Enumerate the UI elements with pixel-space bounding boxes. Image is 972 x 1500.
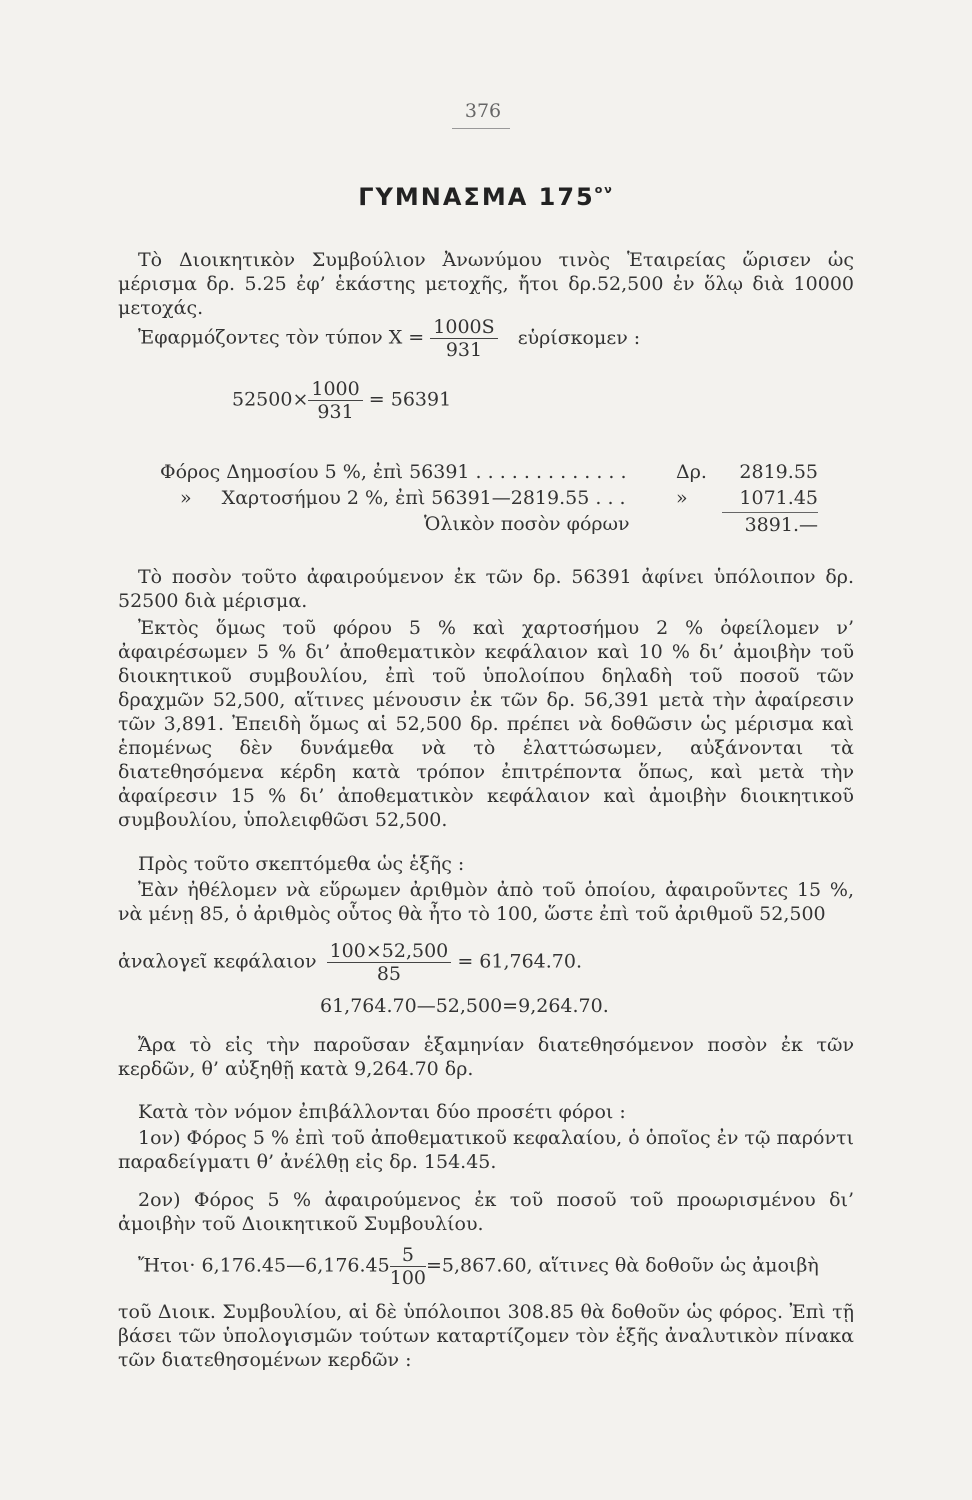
exercise-title — [0, 183, 972, 211]
formula-gross-fraction — [308, 378, 362, 423]
tax-row-amount: 1071.45 — [739, 487, 818, 509]
formula-gross-denominator: 931 — [317, 401, 354, 423]
page-number: 376 — [464, 100, 502, 122]
paragraph-tax-one: 1ον) Φόρος 5 % ἐπὶ τοῦ ἀποθεματικοῦ κεφαλαίου, ὁ ὁποῖος ἐν τῷ παρόντι παραδείγματι θ’ ἀνέλθῃ εἰς δρ. 154.45. — [118, 1127, 854, 1173]
tax-row — [160, 460, 840, 484]
formula-gross-numerator: 1000 — [308, 378, 362, 401]
tax-total-amount: 3891.— — [722, 512, 818, 537]
tax-row-unit: » — [676, 487, 688, 509]
tax-row-amount: 2819.55 — [739, 461, 818, 483]
tax-row-mark: » — [180, 487, 192, 509]
paragraph-dividend: Τὸ Διοικητικὸν Συμβούλιον Ἀνωνύμου τινὸς Ἑταιρείας ὥρισεν ὡς μέρισμα δρ. 5.25 ἐφ’ ἑκάστης μετοχῆς, ἤτοι δρ.52,500 ἐν ὅλῳ διὰ 10000 μετοχάς. — [118, 249, 854, 319]
formula-fee-prefix: Ἤτοι· 6,176.45—6,176.45 — [138, 1254, 390, 1277]
formula-capital-prefix: ἀναλογεῖ κεφάλαιον — [118, 950, 317, 973]
paragraph-final: τοῦ Διοικ. Συμβουλίου, αἱ δὲ ὑπόλοιποι 308.85 θὰ δοθοῦν ὡς φόρος. Ἐπὶ τῇ βάσει τῶν ὑπολογισμῶν τούτων καταρτίζομεν τὸν ἑξῆς ἀναλυτικὸν πίνακα τῶν διατεθησομένων κερδῶν : — [118, 1301, 854, 1371]
tax-row — [180, 486, 840, 510]
formula-capital-fraction — [327, 940, 452, 985]
formula-capital-suffix: = 61,764.70. — [457, 950, 583, 973]
tax-total-label: Ὁλικὸν ποσὸν φόρων — [424, 513, 630, 535]
paragraph-reserves: Ἐκτὸς ὅμως τοῦ φόρου 5 % καὶ χαρτοσήμου 2 % ὀφείλομεν ν’ ἀφαιρέσωμεν 5 % δι’ ἀποθεματικὸν κεφάλαιον καὶ 10 % δι’ ἀμοιβὴν τοῦ διοικητικοῦ συμβουλίου, ἐπὶ τοῦ ὑπολοίπου δηλαδὴ τοῦ ποσοῦ τῶν δραχμῶν 52,500, αἵτινες μένουσιν ἐκ τῶν δρ. 56,391 μετὰ τὴν ἀφαίρεσιν τῶν 3,891. Ἐπειδὴ ὅμως αἱ 52,500 δρ. πρέπει νὰ δοθῶσιν ὡς μέρισμα καὶ ἑπομένως δὲν δυνάμεθα νὰ τὸ ἐλαττώσωμεν, αὐξάνονται τὰ διατεθησόμενα κέρδη κατὰ τρόπον ἐπιτρέποντα ὅπως, καὶ μετὰ τὴν ἀφαίρεσιν 15 % δι’ ἀποθεματικὸν κεφάλαιον καὶ ἀμοιβὴν διοικητικοῦ συμβουλίου, ὑπολειφθῶσι 52,500. — [118, 617, 854, 831]
formula-general-suffix: εὑρίσκομεν : — [517, 326, 641, 349]
paragraph-tax-two: 2ον) Φόρος 5 % ἀφαιρούμενος ἐκ τοῦ ποσοῦ τοῦ προωρισμένου δι’ ἀμοιβὴν τοῦ Διοικητικοῦ Συμβουλίου. — [118, 1189, 854, 1235]
formula-fee-numerator: 5 — [390, 1244, 426, 1267]
exercise-title-text: ΓΥΜΝΑΣΜΑ 175 — [358, 183, 595, 211]
formula-general-denominator: 931 — [445, 339, 483, 361]
formula-general-fraction — [430, 316, 497, 361]
formula-capital-denominator: 85 — [376, 963, 402, 985]
formula-gross — [232, 378, 451, 423]
tax-row-unit: Δρ. — [676, 461, 707, 483]
paragraph-proportion: Ἐὰν ἠθέλομεν νὰ εὕρωμεν ἀριθμὸν ἀπὸ τοῦ ὁποίου, ἀφαιροῦντες 15 %, νὰ μένῃ 85, ὁ ἀριθμὸς οὗτος θὰ ἦτο τὸ 100, ὥστε ἐπὶ τοῦ ἀριθμοῦ 52,500 — [118, 879, 854, 925]
formula-general — [138, 316, 640, 361]
formula-gross-prefix: 52500× — [232, 388, 309, 411]
formula-general-prefix: Ἐφαρμόζοντες τὸν τύπον X = — [138, 326, 425, 349]
formula-fee-fraction — [390, 1244, 426, 1289]
formula-fee — [138, 1244, 819, 1289]
paragraph-remainder: Τὸ ποσὸν τοῦτο ἀφαιρούμενον ἐκ τῶν δρ. 56391 ἀφίνει ὑπόλοιπον δρ. 52500 διὰ μέρισμα. — [118, 566, 854, 612]
formula-general-numerator: 1000S — [430, 316, 497, 339]
formula-difference: 61,764.70—52,500=9,264.70. — [320, 995, 609, 1017]
tax-row-label: Φόρος Δημοσίου 5 %, ἐπὶ 56391 . . . . . . . . . . . . . — [160, 461, 627, 483]
paragraph-reasoning: Πρὸς τοῦτο σκεπτόμεθα ὡς ἑξῆς : — [138, 853, 465, 875]
page-number-rule — [452, 128, 510, 129]
tax-row-label: Χαρτοσήμου 2 %, ἐπὶ 56391—2819.55 . . . — [221, 487, 626, 509]
formula-capital-numerator: 100×52,500 — [327, 940, 452, 963]
formula-capital — [118, 940, 582, 985]
formula-fee-denominator: 100 — [389, 1267, 426, 1289]
formula-gross-suffix: = 56391 — [368, 388, 452, 411]
paragraph-law: Κατὰ τὸν νόμον ἐπιβάλλονται δύο προσέτι φόροι : — [138, 1101, 626, 1123]
exercise-title-suffix: ον — [594, 183, 614, 196]
paragraph-increase: Ἄρα τὸ εἰς τὴν παροῦσαν ἑξαμηνίαν διατεθησόμενον ποσὸν ἐκ τῶν κερδῶν, θ’ αὐξηθῇ κατὰ 9,264.70 δρ. — [118, 1034, 854, 1080]
formula-fee-suffix: =5,867.60, αἵτινες θὰ δοθοῦν ὡς ἀμοιβὴ — [426, 1254, 819, 1277]
